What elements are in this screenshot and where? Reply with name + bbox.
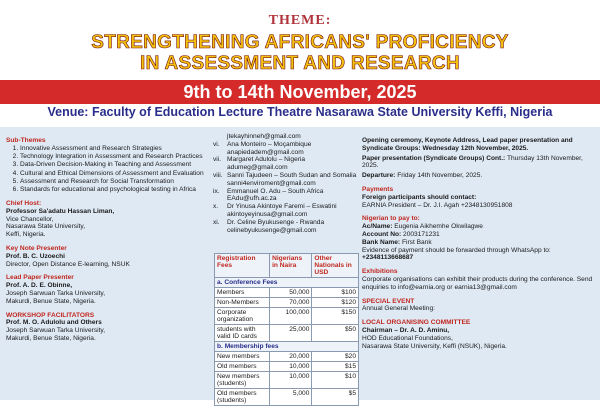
fee-usd: $120 [312,298,359,308]
fee-usd: $10 [312,372,359,389]
loc-heading: LOCAL ORGANISING COMMITTEE [362,319,471,327]
theme-title [0,32,600,74]
exhibitions-text: Corporate organisations can exhibit their products during the conference. Send enquiries to info@earnia.org or earnia13@gmail.com [362,275,593,291]
workshop-heading: WORKSHOP FACILITATORS [6,311,95,319]
payment-evidence-text: Evidence of payment should be forwarded through WhatsApp to: [362,246,551,254]
fee-usd: $20 [312,352,359,362]
table-row [215,352,359,362]
fees-group-title: b. Membership fees [215,342,359,352]
table-row [215,389,359,406]
chief-host-line: Vice Chancellor, [6,215,54,223]
right-column [362,133,596,350]
contact-item [213,133,358,141]
workshop-line: Makurdi, Benue State, Nigeria. [6,335,96,343]
fee-category: Corporate organization [215,308,270,325]
special-event-text: Annual General Meeting: [362,305,435,313]
contact-text: Sanni Tajudeen – South Sudan and Somalia sanni4enviroment@gmail.com [227,171,357,187]
fee-category: Old members [215,362,270,372]
subtheme-item: 3. Data-Driven Decision-Making in Teaching and Assessment [20,161,206,169]
theme-title-line-1: STRENGTHENING AFRICANS' PROFICIENCY [91,32,509,53]
fee-naira: 25,000 [270,325,312,342]
contact-item [213,219,358,235]
contact-item [213,156,358,172]
chief-host-heading: Chief Host: [6,200,42,208]
keynote-line: Director, Open Distance E-learning, NSUK [6,260,130,268]
subthemes-heading: Sub-Themes [6,137,46,144]
account-number [362,231,596,239]
event-dates: 9th to 14th November, 2025 [183,82,417,102]
contact-item [213,188,358,204]
account-name-label: Ac/Name: [362,223,393,231]
subtheme-item: 4. Cultural and Ethical Dimensions of Assessment and Evaluation [20,170,206,178]
contact-text: Dr Yinusa Akintoye Faremi – Eswatini akintoyeyinusa@gmail.com [227,203,337,218]
fee-category: New members [215,352,270,362]
fee-usd: $100 [312,288,359,298]
subthemes-list [6,145,206,194]
syndicate-info [362,155,596,171]
nigerian-heading: Nigerian to pay to: [362,215,420,223]
fee-naira: 50,000 [270,288,312,298]
subtheme-item: 6. Standards for educational and psychological testing in Africa [20,186,206,194]
departure-info [362,172,596,180]
exhibitions-heading: Exhibitions [362,268,398,276]
subtheme-item: 2. Technology Integration in Assessment and Research Practices [20,153,206,161]
table-row [215,288,359,298]
fee-category: Non-Members [215,298,270,308]
subtheme-item: 5. Assessment and Research for Social Transformation [20,178,206,186]
workshop-name: Prof. M. O. Adulolu and Others [6,319,102,327]
table-row [215,362,359,372]
contact-text: jtekayhinneh@gmail.com [227,133,301,140]
fee-usd: $5 [312,389,359,406]
fee-naira: 10,000 [270,372,312,389]
table-row [215,325,359,342]
contact-num [213,133,227,141]
departure-value: Friday 14th November, 2025. [397,172,483,180]
payments-heading: Payments [362,185,394,193]
fee-naira: 100,000 [270,308,312,325]
lead-paper-heading: Lead Paper Presenter [6,274,74,282]
contact-num: ix. [213,187,220,195]
special-event-heading: SPECIAL EVENT [362,297,415,305]
fees-header-cell: Nigerians in Naira [270,254,312,278]
middle-column [213,133,358,234]
fee-naira: 20,000 [270,352,312,362]
bank-name-label: Bank Name: [362,238,401,246]
contact-num: xi. [213,218,220,226]
contact-item [213,172,358,188]
contact-item [213,203,358,219]
fees-group-row [215,278,359,288]
contact-num: viii. [213,171,223,179]
fee-naira: 70,000 [270,298,312,308]
account-name-value: Eugenia Aikhemhe Okwilagwe [394,223,483,231]
contact-num: vii. [213,156,222,164]
fees-header-row [215,254,359,278]
syndicate-label: Paper presentation (Syndicate Groups) Cont.: [362,154,506,162]
contact-text: Emmanuel O. Adu – South Africa EAdu@ufh.ac.za [227,187,324,203]
lead-paper-line: Makurdi, Benue State, Nigeria. [6,297,96,305]
fee-usd: $15 [312,362,359,372]
keynote-name: Prof. B. C. Uzoechi [6,252,65,260]
loc-line: Nasarawa State University, Keffi (NSUK), Nigeria. [362,342,507,350]
fee-usd: $150 [312,308,359,325]
loc-chair: Chairman – Dr. A. D. Aminu, [362,326,450,334]
fees-group-title: a. Conference Fees [215,278,359,288]
theme-title-line-2: IN ASSESSMENT AND RESEARCH [140,53,460,74]
departure-label: Departure: [362,172,396,180]
opening-info: Opening ceremony, Keynote Address, Lead paper presentation and Syndicate Groups: Wednesday 12th November, 2025. [362,137,573,152]
contacts-list [213,133,358,234]
bank-name [362,239,596,247]
contact-text: Ana Monteiro – Moçambique anapiedadem@gmail.com [227,140,312,156]
fee-category: Old members (students) [215,389,270,406]
subtheme-item: 1. Innovative Assessment and Research Strategies [20,145,206,153]
account-number-label: Account No: [362,230,402,238]
account-number-value: 2003171231 [403,230,440,238]
payment-evidence-phone: +2348113668687 [362,254,414,262]
fee-category: Members [215,288,270,298]
theme-label: THEME: [268,13,332,28]
fees-header-cell: Other Nationals in USD [312,254,359,278]
chief-host-line: Nasarawa State University, [6,223,86,231]
venue: Venue: Faculty of Education Lecture Theatre Nasarawa State University Keffi, Nigeria [47,105,553,119]
keynote-heading: Key Note Presenter [6,245,67,253]
contact-item [213,141,358,157]
fee-naira: 10,000 [270,362,312,372]
table-row [215,298,359,308]
fee-usd: $50 [312,325,359,342]
contact-num: x. [213,203,219,211]
contact-text: Margaret Adulolu – Nigeria adumeg@gmail.com [227,156,306,172]
loc-line: HOD Educational Foundations, [362,334,453,342]
foreign-label: Foreign participants should contact: [362,193,477,201]
contact-text: Dr. Celine Byukusenge - Rwanda celinebyukusenge@gmail.com [227,218,325,234]
fees-header-cell: Registration Fees [215,254,270,278]
fee-naira: 5,000 [270,389,312,406]
syndicate-value: Thursday 13th November, 2025. [362,154,583,170]
lead-paper-name: Prof. A. D. E. Obinne, [6,282,73,290]
bank-name-value: First Bank [401,238,432,246]
contact-num: vi. [213,140,220,148]
registration-fees-table [214,253,359,406]
payment-evidence [362,247,596,263]
account-name [362,223,596,231]
fees-group-row [215,342,359,352]
fee-category: students with valid ID cards [215,325,270,342]
chief-host-name: Professor Sa'adatu Hassan Liman, [6,207,115,215]
table-row [215,372,359,389]
table-row [215,308,359,325]
foreign-contact: EARNIA President – Dr. J.I. Agah +2348130951808 [362,201,513,209]
fee-category: New members (students) [215,372,270,389]
workshop-line: Joseph Sarwuan Tarka University, [6,327,106,335]
chief-host-line: Keffi, Nigeria. [6,231,46,239]
left-column [6,133,206,343]
lead-paper-line: Joseph Sarwuan Tarka University, [6,290,106,298]
